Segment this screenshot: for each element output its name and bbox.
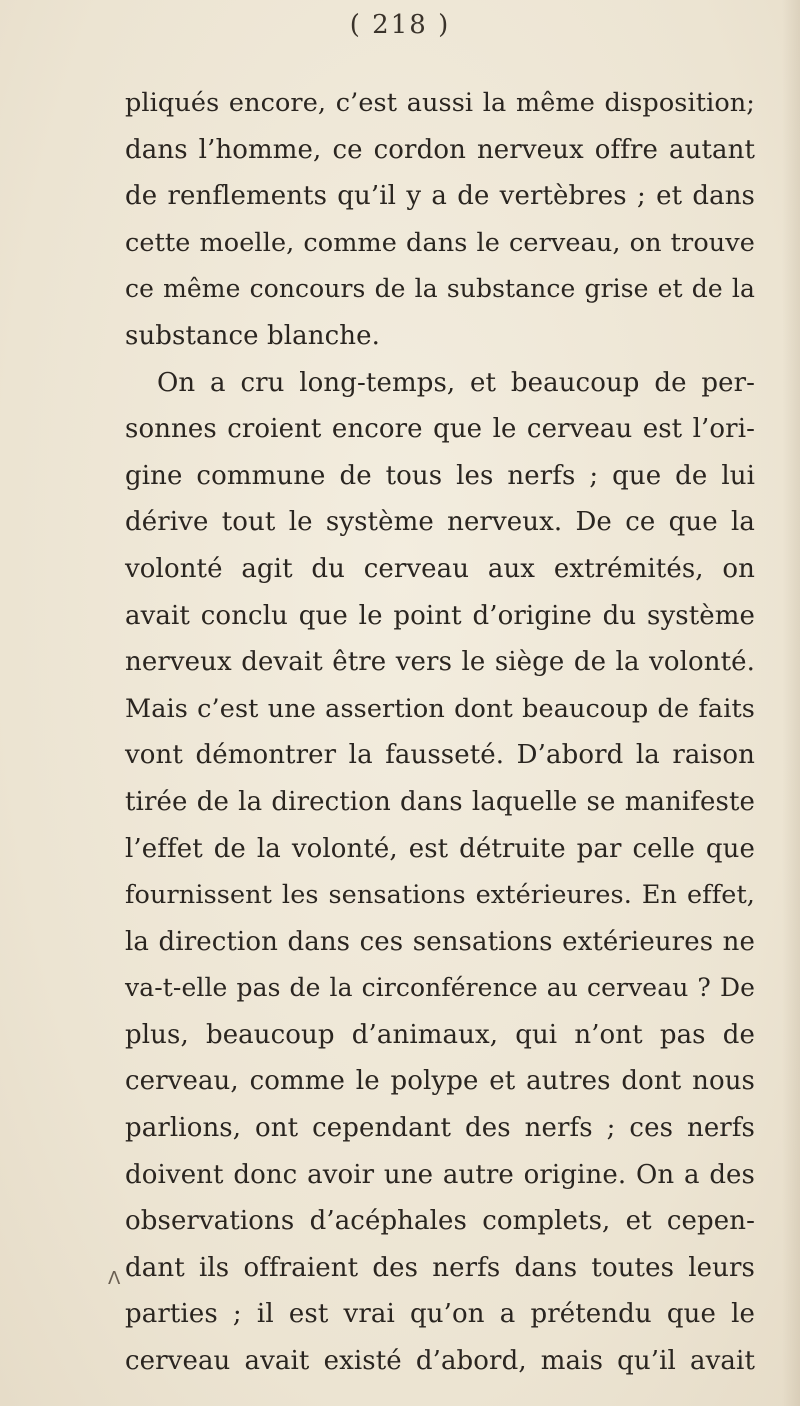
text-line: parlions, ont cependant des nerfs ; ces nerfs <box>125 1113 755 1144</box>
text-line: cette moelle, comme dans le cerveau, on trouve <box>125 227 755 258</box>
text-line: parties ; il est vrai qu’on a prétendu que le <box>125 1299 755 1330</box>
text-line: va-t-elle pas de la circonférence au cerveau ? De <box>125 973 755 1003</box>
text-line: dérive tout le système nerveux. De ce que la <box>125 507 755 538</box>
text-line: doivent donc avoir une autre origine. On a des <box>125 1159 755 1190</box>
text-line: plus, beaucoup d’animaux, qui n’ont pas de <box>125 1019 755 1050</box>
text-line: sonnes croient encore que le cerveau est l’ori- <box>125 414 755 445</box>
text-line: gine commune de tous les nerfs ; que de lui <box>125 460 755 491</box>
text-line: avait conclu que le point d’origine du système <box>125 600 755 631</box>
text-line: tirée de la direction dans laquelle se manifeste <box>125 786 755 817</box>
body-text <box>125 80 755 1385</box>
text-line: pliqués encore, c’est aussi la même disposition; <box>125 88 755 118</box>
text-line: On a cru long-temps, et beaucoup de per- <box>157 367 755 398</box>
text-line: volonté agit du cerveau aux extrémités, on <box>125 553 755 584</box>
text-line: la direction dans ces sensations extérieures ne <box>125 926 755 957</box>
page-number: ( 218 ) <box>349 10 451 40</box>
text-line: dans l’homme, ce cordon nerveux offre autant <box>125 134 755 165</box>
text-line: nerveux devait être vers le siège de la volonté. <box>125 647 755 678</box>
text-line: observations d’acéphales complets, et cepen- <box>125 1206 755 1237</box>
text-line: substance blanche. <box>125 320 380 351</box>
text-line: l’effet de la volonté, est détruite par celle que <box>125 833 755 864</box>
text-line: fournissent les sensations extérieures. En effet, <box>125 880 755 911</box>
text-line: ce même concours de la substance grise et de la <box>125 274 755 304</box>
text-line: Mais c’est une assertion dont beaucoup de faits <box>125 693 755 724</box>
margin-mark: Λ <box>108 1268 121 1289</box>
text-line: cerveau avait existé d’abord, mais qu’il avait <box>125 1346 755 1377</box>
text-line: vont démontrer la fausseté. D’abord la raison <box>125 740 755 771</box>
text-line: cerveau, comme le polype et autres dont nous <box>125 1066 755 1097</box>
text-line: de renflements qu’il y a de vertèbres ; et dans <box>125 181 755 212</box>
page-edge-shadow <box>782 0 800 1406</box>
text-line: dant ils offraient des nerfs dans toutes leurs <box>125 1252 755 1283</box>
